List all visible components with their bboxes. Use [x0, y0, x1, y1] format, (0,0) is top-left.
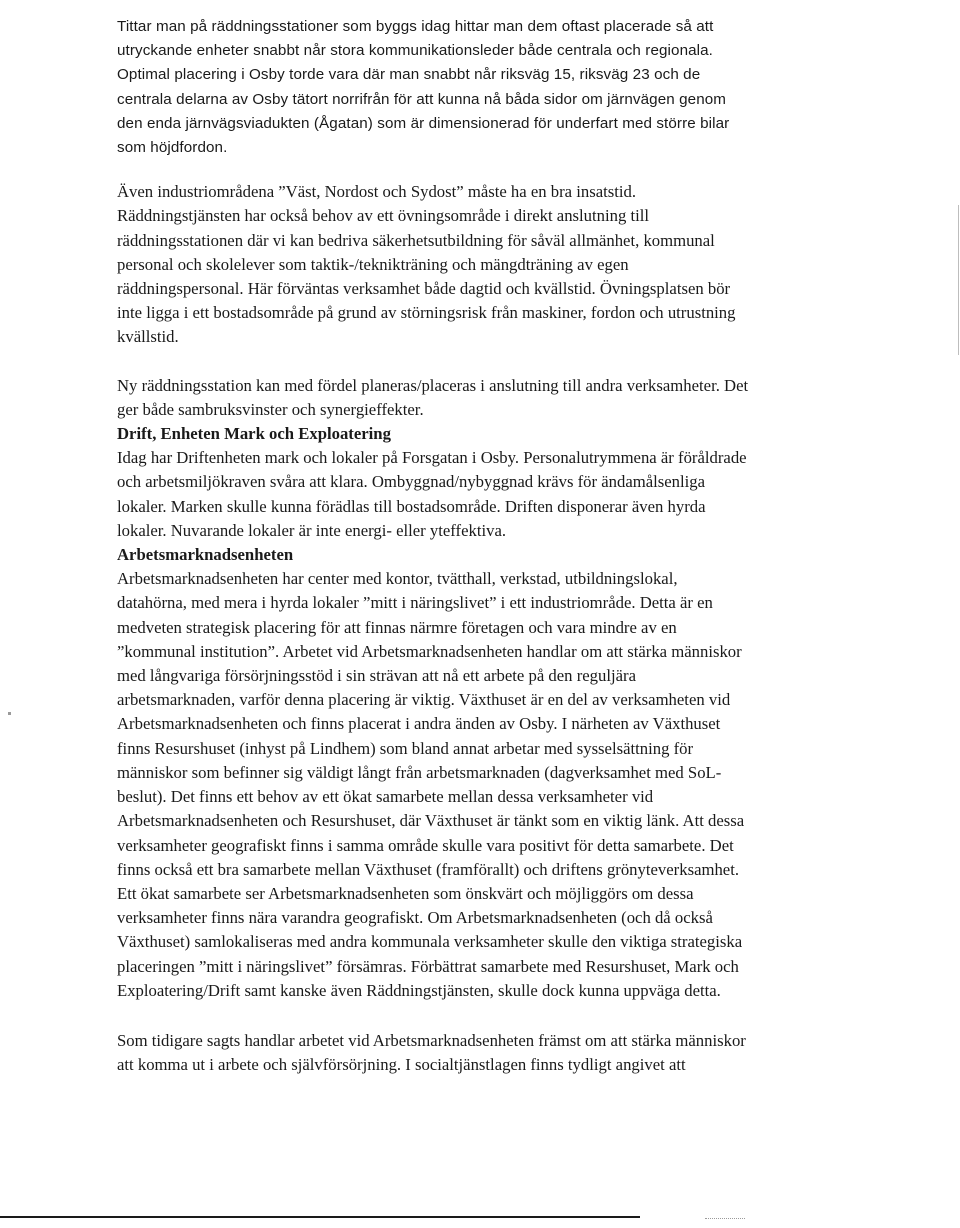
text-line: att komma ut i arbete och självförsörjning. I socialtjänstlagen finns tydligt angivet att	[117, 1055, 686, 1075]
paragraph-ovningsomrade	[117, 204, 852, 349]
text-line: Optimal placering i Osby torde vara där man snabbt når riksväg 15, riksväg 23 och de	[117, 66, 701, 84]
text-line: Växthuset) samlokaliseras med andra kommunala verksamheter skulle den viktiga strategiska	[117, 932, 743, 952]
text-line: Ett ökat samarbete ser Arbetsmarknadsenheten som önskvärt och möjliggörs om dessa	[117, 883, 694, 903]
paragraph-raddningsstation-placering	[117, 15, 852, 160]
text-line: centrala delarna av Osby tätort norrifrån för att kunna nå båda sidor om järnvägen genom	[117, 90, 727, 108]
text-line: utryckande enheter snabbt når stora kommunikationsleder både centrala och regionala.	[117, 42, 714, 60]
text-line: Arbetsmarknadsenheten och finns placerat i andra änden av Osby. I närheten av Växthuset	[117, 714, 721, 734]
section-heading-drift: Drift, Enheten Mark och Exploatering	[117, 424, 391, 444]
text-line: verksamheter finns nära varandra geografiskt. Om Arbetsmarknadsenheten (och då också	[117, 908, 713, 928]
text-line: med långvariga försörjningsstöd i sin strävan att nå ett arbete på den reguljära	[117, 666, 636, 686]
section-heading-arbetsmarknadsenheten: Arbetsmarknadsenheten	[117, 545, 294, 565]
text-line: Exploatering/Drift samt kanske även Räddningstjänsten, skulle dock kunna uppväga detta.	[117, 980, 721, 1000]
paragraph-driftenheten	[117, 446, 852, 543]
text-line: beslut). Det finns ett behov av ett ökat samarbete mellan dessa verksamheter vid	[117, 787, 654, 807]
text-line: kvällstid.	[117, 327, 179, 347]
text-line: Arbetsmarknadsenheten och Resurshuset, där Växthuset är tänkt som en viktig länk. Att dessa	[117, 811, 745, 831]
document-body	[117, 15, 852, 1077]
text-line: och arbetsmiljökraven svåra att klara. Ombyggnad/nybyggnad krävs för ändamålsenliga	[117, 472, 706, 492]
text-line: Som tidigare sagts handlar arbetet vid Arbetsmarknadsenheten främst om att stärka människor	[117, 1030, 746, 1050]
paragraph-ny-raddningsstation	[117, 374, 852, 422]
text-line: finns också ett bra samarbete mellan Växthuset (framförallt) och driftens grönyteverksamhet.	[117, 859, 740, 879]
text-line: inte ligga i ett bostadsområde på grund av störningsrisk från maskiner, fordon och utrustning	[117, 303, 736, 323]
text-line: personal och skolelever som taktik-/teknikträning och mängdträning av egen	[117, 254, 629, 274]
text-line: som höjdfordon.	[117, 139, 228, 157]
text-line: Idag har Driftenheten mark och lokaler på Forsgatan i Osby. Personalutrymmena är föråldrade	[117, 448, 747, 468]
footer-rule	[0, 1216, 640, 1218]
text-line: räddningspersonal. Här förväntas verksamhet både dagtid och kvällstid. Övningsplatsen bör	[117, 279, 731, 299]
text-line: verksamheter geografiskt finns i samma område skulle vara positivt för detta samarbete. Det	[117, 835, 734, 855]
text-line: människor som befinner sig väldigt långt från arbetsmarknaden (dagverksamhet med SoL-	[117, 762, 722, 782]
text-line: Räddningstjänsten har också behov av ett övningsområde i direkt anslutning till	[117, 206, 650, 226]
scan-margin-line	[958, 205, 959, 355]
text-line: finns Resurshuset (inhyst på Lindhem) som bland annat arbetar med sysselsättning för	[117, 738, 694, 758]
paragraph-industriomraden	[117, 180, 852, 204]
text-line: Arbetsmarknadsenheten har center med kontor, tvätthall, verkstad, utbildningslokal,	[117, 569, 678, 589]
text-line: Tittar man på räddningsstationer som byggs idag hittar man dem oftast placerade så att	[117, 18, 714, 35]
text-line: ger både sambruksvinster och synergieffekter.	[117, 399, 424, 419]
footer-dotted-line	[705, 1218, 745, 1220]
text-line: arbetsmarknaden, varför denna placering är viktig. Växthuset är en del av verksamheten vid	[117, 690, 731, 710]
text-line: ”kommunal institution”. Arbetet vid Arbetsmarknadsenheten handlar om att stärka människor	[117, 641, 742, 661]
text-line: datahörna, med mera i hyrda lokaler ”mitt i näringslivet” i ett industriområde. Detta är en	[117, 593, 713, 613]
text-line: Även industriområdena ”Väst, Nordost och Sydost” måste ha en bra insatstid.	[117, 182, 637, 202]
paragraph-arbetsmarknadsenheten	[117, 567, 852, 1003]
scan-margin-dot	[8, 712, 11, 715]
text-line: placeringen ”mitt i näringslivet” försämras. Förbättrat samarbete med Resurshuset, Mark och	[117, 956, 739, 976]
text-line: lokaler. Nuvarande lokaler är inte energi- eller yteffektiva.	[117, 520, 507, 540]
text-line: räddningsstationen där vi kan bedriva säkerhetsutbildning för såväl allmänhet, kommunal	[117, 230, 715, 250]
text-line: medveten strategisk placering för att finnas närmre företagen och vara mindre av en	[117, 617, 677, 637]
text-line: lokaler. Marken skulle kunna förädlas till bostadsområde. Driften disponerar även hyrda	[117, 496, 706, 516]
text-line: den enda järnvägsviadukten (Ågatan) som är dimensionerad för underfart med större bilar	[117, 114, 730, 132]
paragraph-socialtjanstlagen	[117, 1029, 852, 1077]
text-line: Ny räddningsstation kan med fördel planeras/placeras i anslutning till andra verksamheter. Det	[117, 375, 749, 395]
